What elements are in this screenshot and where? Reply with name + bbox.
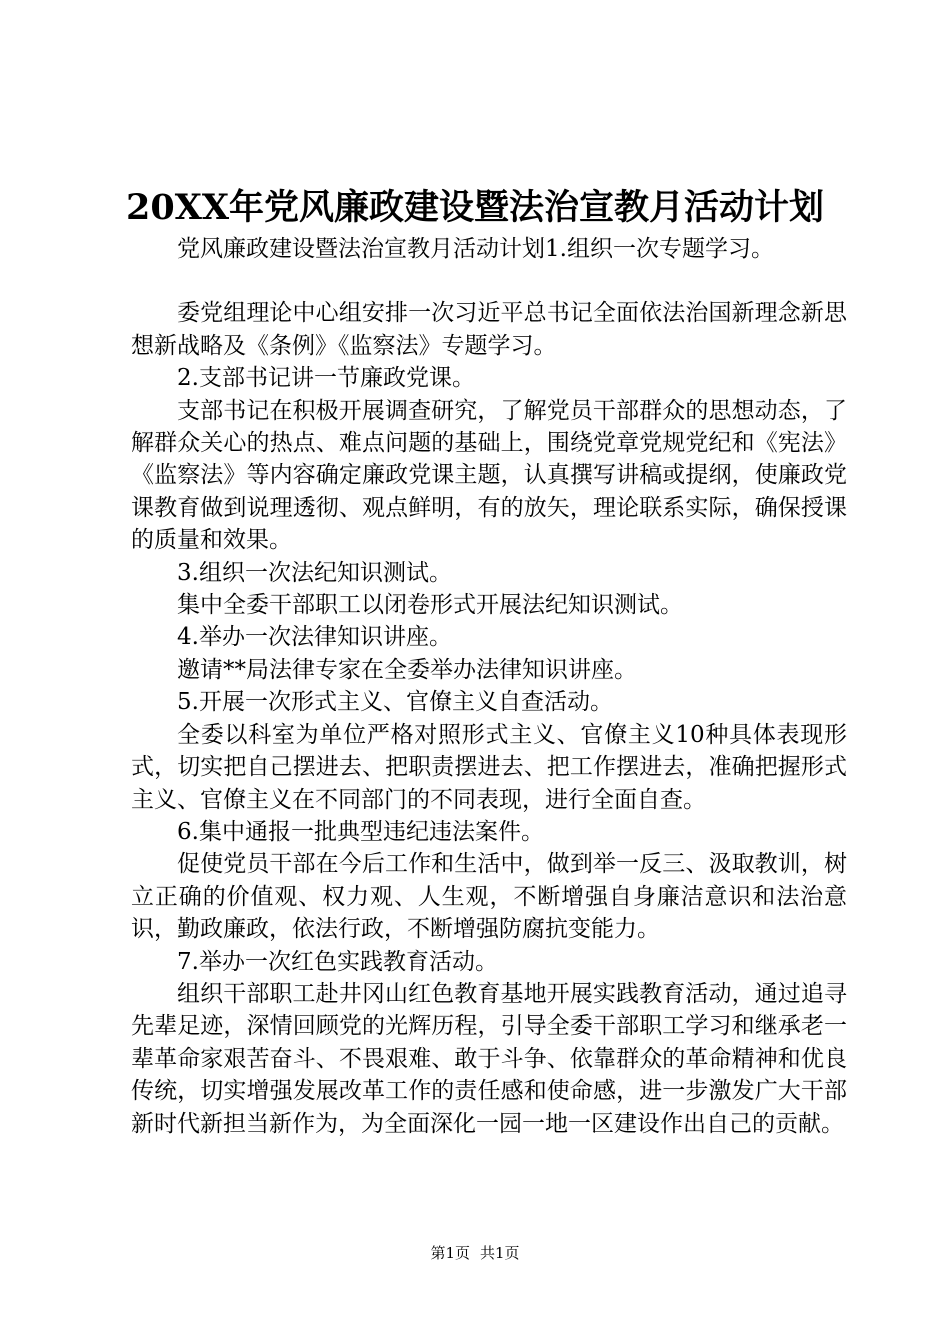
document-title: 20XX年党风廉政建设暨法治宣教月活动计划 <box>125 187 825 228</box>
paragraph: 全委以科室为单位严格对照形式主义、官僚主义10种具体表现形式，切实把自己摆进去、把职责摆进去、把工作摆进去，准确把握形式主义、官僚主义在不同部门的不同表现，进行全面自查。 <box>131 721 847 813</box>
page-number-current: 第1页 <box>430 1244 470 1262</box>
paragraph: 促使党员干部在今后工作和生活中，做到举一反三、汲取教训，树立正确的价值观、权力观、人生观，不断增强自身廉洁意识和法治意识，勤政廉政，依法行政，不断增强防腐抗变能力。 <box>131 851 847 943</box>
section-heading: 4.举办一次法律知识讲座。 <box>177 624 452 651</box>
paragraph: 组织干部职工赴井冈山红色教育基地开展实践教育活动，通过追寻先辈足迹，深情回顾党的光辉历程，引导全委干部职工学习和继承老一辈革命家艰苦奋斗、不畏艰难、敢于斗争、依靠群众的革命精神和优良传统，切实增强发展改革工作的责任感和使命感，进一步激发广大干部新时代新担当新作为，为全面深化一园一地一区建设作出自己的贡献。 <box>131 980 847 1137</box>
paragraph: 邀请**局法律专家在全委举办法律知识讲座。 <box>177 656 637 683</box>
section-heading: 2.支部书记讲一节廉政党课。 <box>177 365 475 392</box>
paragraph-intro: 党风廉政建设暨法治宣教月活动计划1.组织一次专题学习。 <box>177 236 774 262</box>
section-heading: 3.组织一次法纪知识测试。 <box>177 559 452 586</box>
section-heading: 5.开展一次形式主义、官僚主义自查活动。 <box>177 689 613 716</box>
section-heading: 6.集中通报一批典型违纪违法案件。 <box>177 818 544 845</box>
paragraph: 委党组理论中心组安排一次习近平总书记全面依法治国新理念新思想新战略及《条例》《监察法》专题学习。 <box>131 300 847 359</box>
page-number-total: 共1页 <box>480 1244 520 1262</box>
paragraph: 集中全委干部职工以闭卷形式开展法纪知识测试。 <box>177 592 683 619</box>
page-footer <box>0 1243 950 1263</box>
section-heading: 7.举办一次红色实践教育活动。 <box>177 948 498 975</box>
paragraph: 支部书记在积极开展调查研究，了解党员干部群众的思想动态，了解群众关心的热点、难点问题的基础上，围绕党章党规党纪和《宪法》《监察法》等内容确定廉政党课主题，认真撰写讲稿或提纲，使廉政党课教育做到说理透彻、观点鲜明，有的放矢，理论联系实际，确保授课的质量和效果。 <box>131 397 847 554</box>
document-body <box>131 233 847 1140</box>
